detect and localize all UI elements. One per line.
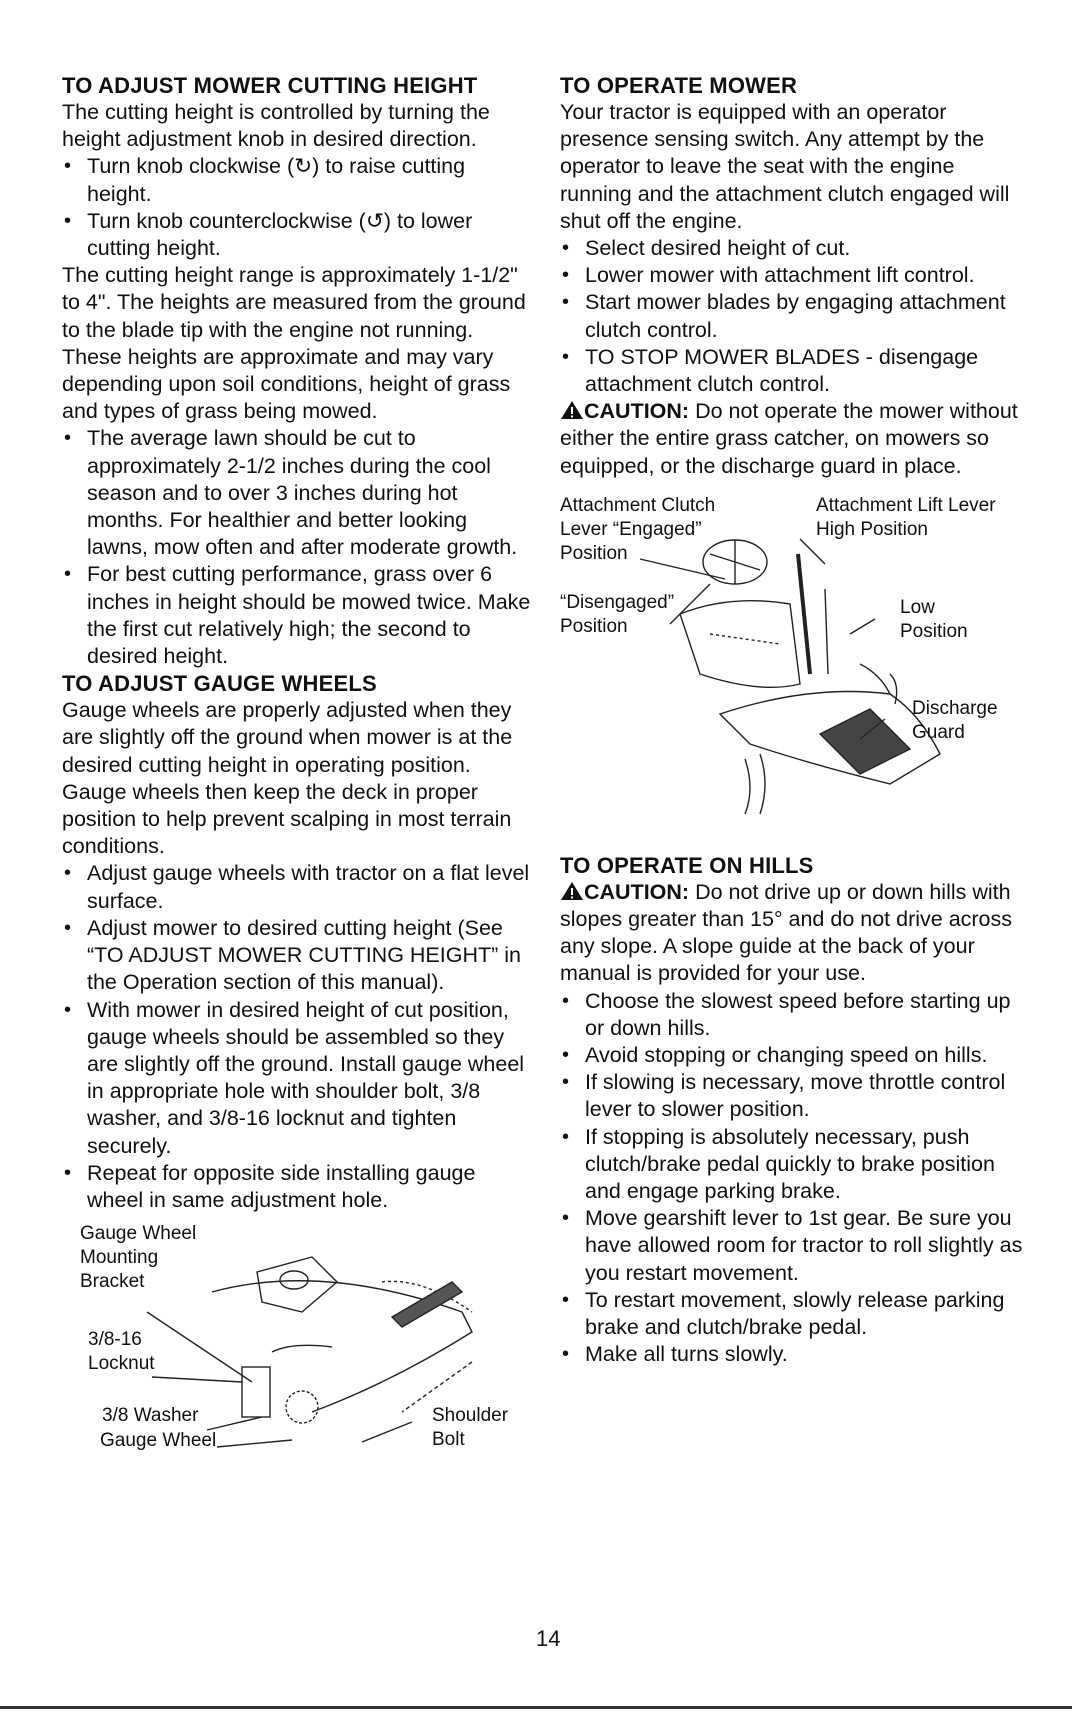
list-item: • Start mower blades by engaging attachment clutch control. xyxy=(560,289,1030,343)
list-item: • If stopping is absolutely necessary, push clutch/brake pedal quickly to brake position and engage parking brake. xyxy=(560,1124,1030,1206)
caution-word: CAUTION: xyxy=(584,879,690,904)
operate-mower-list xyxy=(560,235,1030,398)
gauge-wheels-list xyxy=(62,860,532,1214)
gauge-wheels-body: Gauge wheels are properly adjusted when they are slightly off the ground when mower is at the desired cutting height in operating position. Gauge wheels then keep the deck in proper position to help prevent scalping in most terrain conditions. xyxy=(62,698,513,859)
clutch-engaged-label: Attachment Clutch Lever “Engaged” Position xyxy=(560,494,716,564)
washer-label: 3/8 Washer xyxy=(102,1405,199,1427)
caution-text: Do not operate the mower without either the entire grass catcher, on mowers so equipped, or the discharge guard in place. xyxy=(560,399,1018,478)
disengaged-label: “Disengaged” Position xyxy=(560,591,675,637)
cutting-height-tips-list xyxy=(62,425,532,670)
discharge-guard-label: Discharge Guard xyxy=(912,697,998,743)
bracket-label: Gauge Wheel Mounting Bracket xyxy=(80,1223,197,1293)
caution-word: CAUTION: xyxy=(584,399,690,424)
list-item: • TO STOP MOWER BLADES - disengage attachment clutch control. xyxy=(560,344,1030,398)
warning-triangle-icon xyxy=(560,400,584,420)
caution-text: Do not drive up or down hills with slopes greater than 15° and do not drive across any slope. A slope guide at the back of your manual is provided for your use. xyxy=(560,879,1013,986)
page-number: 14 xyxy=(536,1626,561,1651)
list-item: • Turn knob counterclockwise (↺) to lower cutting height. xyxy=(62,208,532,262)
cutting-height-body: The cutting height range is approximately 1-1/2" to 4". The heights are measured from the ground to the blade tip with the engine not running. These heights are approximate and may vary depending upon soil conditions, height of grass and types of grass being mowed. xyxy=(62,263,526,424)
hills-list xyxy=(560,988,1030,1369)
list-item: • If slowing is necessary, move throttle control lever to slower position. xyxy=(560,1069,1030,1123)
list-item: • The average lawn should be cut to approximately 2-1/2 inches during the cool season and to over 3 inches during hot months. For healthier and better looking lawns, mow often and after moderate growth. xyxy=(62,425,532,561)
cutting-height-knob-list xyxy=(62,153,532,262)
list-item: • Adjust gauge wheels with tractor on a flat level surface. xyxy=(62,860,532,914)
bottom-rule xyxy=(0,1706,1072,1709)
right-column xyxy=(560,72,1030,1369)
shoulder-bolt-label: Shoulder Bolt xyxy=(432,1405,509,1451)
list-item: • Make all turns slowly. xyxy=(560,1341,1030,1368)
list-item: • Repeat for opposite side installing gauge wheel in same adjustment hole. xyxy=(62,1160,532,1214)
operate-mower-body: Your tractor is equipped with an operator presence sensing switch. Any attempt by the operator to leave the seat with the engine running and the attachment clutch engaged will shut off the engine. xyxy=(560,100,1010,233)
list-item: • Lower mower with attachment lift control. xyxy=(560,262,1030,289)
list-item: • For best cutting performance, grass over 6 inches in height should be mowed twice. Make the first cut relatively high; the second to desired height. xyxy=(62,561,532,670)
list-item: • Turn knob clockwise (↻) to raise cutting height. xyxy=(62,153,532,207)
left-column xyxy=(62,72,532,1462)
controls-figure xyxy=(560,494,1030,824)
gauge-wheel-label: Gauge Wheel xyxy=(100,1430,217,1452)
list-item: • Select desired height of cut. xyxy=(560,235,1030,262)
list-item: • Adjust mower to desired cutting height (See “TO ADJUST MOWER CUTTING HEIGHT” in the Operation section of this manual). xyxy=(62,915,532,997)
hills-caution xyxy=(560,879,1030,988)
list-item: • Move gearshift lever to 1st gear. Be sure you have allowed room for tractor to roll slightly as you restart movement. xyxy=(560,1205,1030,1287)
warning-triangle-icon xyxy=(560,881,584,901)
list-item: • With mower in desired height of cut position, gauge wheels should be assembled so they are slightly off the ground. Install gauge wheel in appropriate hole with shoulder bolt, 3/8 washer, and 3/8-16 locknut and tighten securely. xyxy=(62,997,532,1160)
low-position-label: Low Position xyxy=(900,596,968,642)
list-item: • Avoid stopping or changing speed on hills. xyxy=(560,1042,1030,1069)
operate-caution xyxy=(560,398,1030,480)
lift-lever-label: Attachment Lift Lever High Position xyxy=(816,494,996,540)
cutting-height-heading: TO ADJUST MOWER CUTTING HEIGHT xyxy=(62,73,478,98)
hills-heading: TO OPERATE ON HILLS xyxy=(560,852,814,878)
gauge-wheels-heading: TO ADJUST GAUGE WHEELS xyxy=(62,671,377,697)
gauge-wheel-figure xyxy=(62,1222,522,1462)
cutting-height-intro: The cutting height is controlled by turning the height adjustment knob in desired direction. xyxy=(62,100,490,152)
list-item: • To restart movement, slowly release parking brake and clutch/brake pedal. xyxy=(560,1287,1030,1341)
locknut-label: 3/8-16 Locknut xyxy=(88,1329,155,1375)
operate-mower-heading: TO OPERATE MOWER xyxy=(560,73,798,98)
list-item: • Choose the slowest speed before starting up or down hills. xyxy=(560,988,1030,1042)
